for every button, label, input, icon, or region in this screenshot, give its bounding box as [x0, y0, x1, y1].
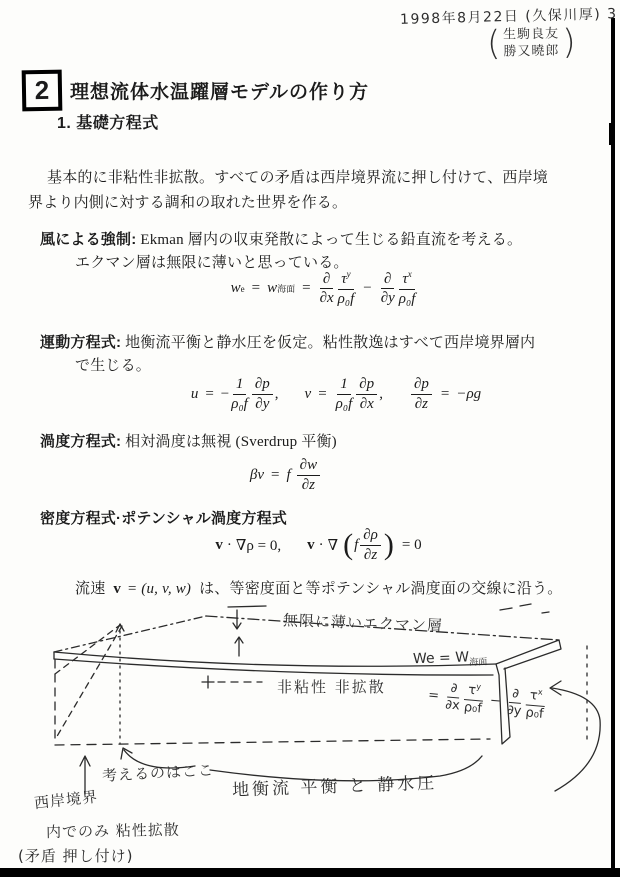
fraction: [445, 681, 462, 714]
math-var: τ: [341, 271, 347, 287]
numerator: 1: [233, 376, 247, 395]
math-op: =: [271, 466, 280, 483]
math-op: =: [427, 687, 440, 704]
fraction: [360, 527, 381, 563]
fraction: [356, 376, 377, 412]
wind-forcing-paragraph: [40, 227, 522, 253]
geostrophic-leader-curve: [550, 681, 600, 791]
denominator: ρ₀f: [337, 290, 355, 307]
numerator: ∂p: [411, 376, 432, 395]
denominator: ρ₀f: [231, 395, 248, 412]
intro-line-1: 基本的に非粘性非拡散。すべての矛盾は西岸境界流に押し付けて、西岸境: [47, 170, 549, 186]
numerator: ∂: [509, 687, 523, 704]
math-op: ·: [226, 536, 232, 553]
numerator: ∂: [381, 271, 394, 290]
thin-layer-arrows: [233, 610, 243, 656]
handwritten-date: 1998年8月22日 (久保川厚) 3: [399, 6, 618, 28]
fraction: [252, 376, 273, 412]
handwritten-names: [486, 22, 576, 64]
fraction: [463, 682, 484, 716]
equation-ekman-pumping: [14, 270, 620, 307]
math-op: ∇: [327, 537, 339, 554]
scan-edge-line: [611, 18, 615, 877]
math-var: −ρg: [456, 385, 482, 402]
box-hidden-edges: [55, 624, 490, 745]
wind-forcing-text: Ekman 層内の収束発散によって生じる鉛直流を考える。: [140, 232, 523, 248]
denominator: ρ₀f: [398, 290, 416, 307]
fraction: [297, 457, 320, 493]
page-title: 理想流体水温躍層モデルの作り方: [70, 82, 370, 103]
math-op: =: [318, 385, 327, 402]
math-sup: y: [475, 682, 482, 692]
math-var: w: [267, 280, 278, 296]
math-op: ·: [318, 536, 324, 553]
math-sup: x: [407, 269, 412, 279]
dash-marks: [500, 604, 549, 613]
fraction: [231, 376, 248, 412]
handwritten-name-1: 生駒良友: [502, 26, 560, 43]
numerator: ∂p: [252, 376, 273, 395]
numerator: ∂: [320, 271, 333, 290]
annotation-we-equals: [413, 649, 488, 670]
math-var: f: [354, 536, 359, 553]
denominator: ∂y: [506, 702, 523, 719]
denominator: ∂x: [444, 697, 461, 714]
math-sub: 海面: [277, 284, 296, 294]
fraction: [411, 376, 432, 412]
math-var: τ: [529, 688, 539, 704]
fraction: [506, 686, 523, 719]
density-equation-label: 密度方程式·ポテンシャル渦度方程式: [40, 510, 287, 527]
math-var: v: [304, 385, 312, 402]
handwritten-name-2: 勝又曉郎: [503, 43, 560, 60]
scan-edge-blob: [609, 123, 615, 145]
inviscid-leader: [202, 676, 262, 688]
fraction: [399, 270, 416, 307]
numerator: ∂p: [356, 376, 377, 395]
denominator: ∂y: [380, 290, 395, 306]
denominator: ρ₀f: [335, 395, 353, 412]
math-var: w: [230, 280, 241, 296]
annotation-geostrophic-hydrostatic: 地衡流 平衡 と 静水圧: [231, 773, 438, 801]
vorticity-label: 渦度方程式:: [40, 433, 122, 450]
math-term: = (u, v, w): [127, 581, 192, 597]
annotation-inviscid-nondiffusive: 非粘性 非拡散: [277, 678, 386, 696]
fraction: [525, 687, 546, 721]
hw-we-sub: 海面: [469, 657, 488, 669]
section-number-box: [22, 70, 63, 112]
annotation-contradiction-pushed: (矛盾 押し付け): [18, 847, 134, 865]
denominator: ∂z: [363, 546, 378, 563]
paren-close: ): [561, 22, 576, 63]
annotation-western-boundary: 西岸境界: [33, 787, 99, 813]
momentum-text: 地衡流平衡と静水圧を仮定。粘性散逸はすべて西岸境界層内: [125, 335, 536, 351]
equation-density-pv: v · ∇ρ = 0, v · ∇ ( f $\frac{\partial\rho}{\partial z}$ ) = 0: [215, 527, 422, 563]
vorticity-paragraph: [40, 429, 337, 455]
fraction: [338, 270, 355, 307]
equation-sverdrup: [0, 457, 596, 493]
math-vector: v: [113, 581, 122, 597]
math-sup: x: [537, 687, 544, 697]
math-op: =: [251, 280, 261, 296]
equation-momentum: [26, 376, 620, 412]
math-vector: v: [307, 536, 315, 553]
denominator: ρ₀f: [524, 705, 545, 722]
math-sub: e: [240, 283, 245, 294]
math-sup: y: [346, 269, 351, 279]
math-comma: ,: [379, 385, 383, 402]
math-op: =: [205, 385, 214, 402]
annotation-thin-ekman-layer: 無限に薄いエクマン層: [282, 611, 444, 635]
momentum-paragraph: [40, 330, 535, 356]
math-op: −: [220, 385, 230, 402]
momentum-line2: で生じる。: [75, 358, 152, 374]
math-op: =: [440, 385, 450, 402]
math-op: −: [489, 693, 502, 710]
intro-line-2: 界より内側に対する調和の取れた世界を作る。: [28, 195, 348, 211]
numerator: ∂: [447, 681, 461, 698]
annotation-consider-here: 考えるのはここ: [101, 761, 215, 785]
momentum-label: 運動方程式:: [40, 334, 122, 351]
math-op: =: [302, 280, 311, 296]
math-term: ∇ρ = 0,: [235, 537, 282, 554]
numerator: ∂ρ: [360, 527, 381, 546]
fraction: [320, 271, 334, 307]
wind-forcing-label: 風による強制:: [40, 231, 137, 248]
denominator: ∂z: [414, 395, 429, 412]
math-vector: v: [215, 536, 223, 553]
math-op: = 0: [401, 536, 422, 553]
math-var: βv: [249, 466, 265, 483]
numerator: ∂w: [297, 457, 320, 476]
math-var: τ: [402, 271, 408, 287]
math-op: −: [363, 280, 372, 296]
denominator: ∂x: [319, 290, 334, 306]
fraction: [381, 271, 395, 307]
annotation-viscous-diffusion-inside: 内でのみ 粘性拡散: [45, 820, 180, 842]
denominator: ∂y: [255, 395, 270, 412]
denominator: ∂x: [359, 395, 374, 412]
surface-mark: [228, 606, 266, 607]
paren-open: (: [486, 23, 501, 64]
scan-bottom-bar: [0, 868, 620, 877]
subsection-title: 1. 基礎方程式: [57, 115, 159, 132]
wind-forcing-line2: エクマン層は無限に薄いと思っている。: [75, 255, 349, 271]
vorticity-text: 相対渦度は無視 (Sverdrup 平衡): [125, 434, 337, 450]
hw-we-text: We = W: [412, 649, 470, 668]
math-var: u: [190, 385, 199, 402]
denominator: ρ₀f: [463, 699, 483, 717]
math-var: τ: [467, 682, 477, 699]
section-number: 2: [34, 74, 50, 106]
numerator: 1: [337, 376, 351, 395]
flow-pre: 流速: [75, 581, 106, 597]
math-var: f: [286, 466, 291, 483]
denominator: ∂z: [301, 476, 315, 493]
math-comma: ,: [274, 385, 279, 402]
fraction: [336, 376, 353, 412]
flow-post: は、等密度面と等ポテンシャル渦度面の交線に沿う。: [199, 581, 563, 597]
